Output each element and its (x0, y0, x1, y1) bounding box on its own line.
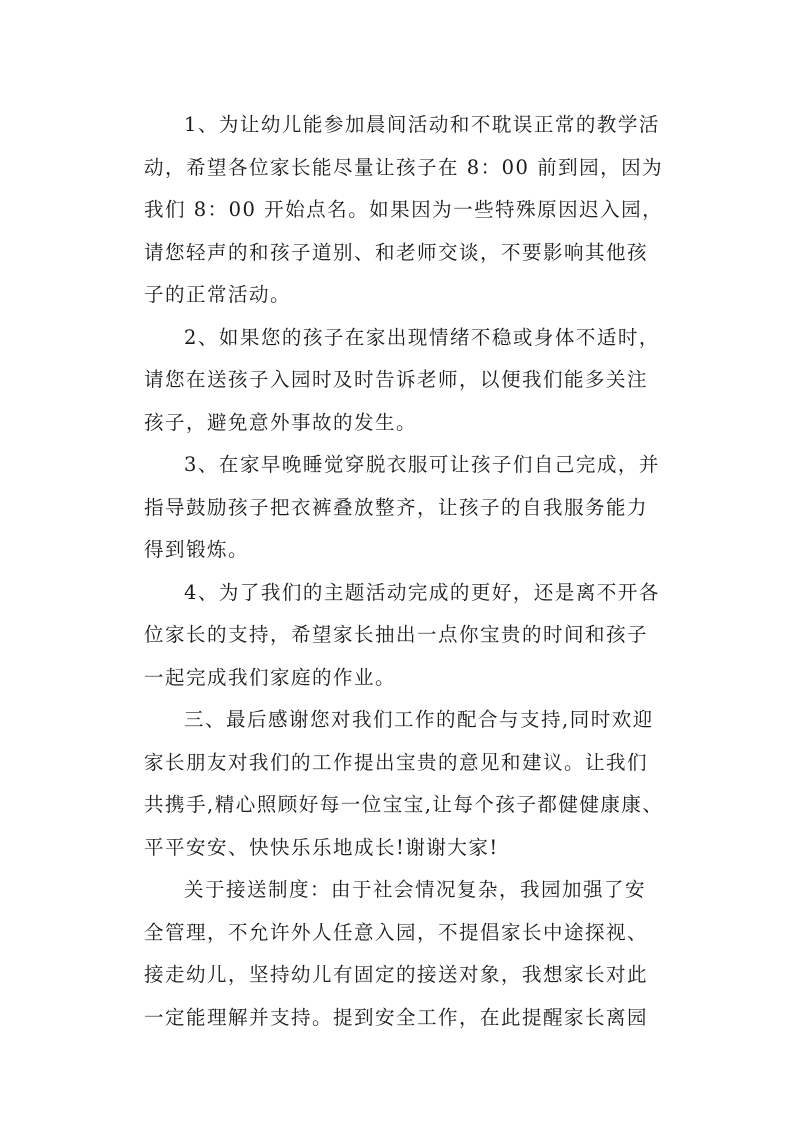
paragraph-4-line-3: 一起完成我们家庭的作业。 (144, 665, 397, 689)
paragraph-4-line-1: 4、为了我们的主题活动完成的更好，还是离不开各 (184, 580, 660, 604)
paragraph-5-line-2: 家长朋友对我们的工作提出宝贵的意见和建议。让我们 (144, 750, 649, 774)
paragraph-6-line-2: 全管理，不允许外人任意入园，不提倡家长中途探视、 (144, 920, 649, 944)
paragraph-5-line-4: 平平安安、快快乐乐地成长!谢谢大家! (144, 835, 499, 859)
paragraph-2-line-3: 孩子，避免意外事故的发生。 (144, 410, 418, 434)
paragraph-6-line-3: 接走幼儿，坚持幼儿有固定的接送对象，我想家长对此 (144, 963, 649, 986)
paragraph-6-line-4: 一定能理解并支持。提到安全工作，在此提醒家长离园 (144, 1005, 649, 1029)
paragraph-1-line-3: 我们 8：00 开始点名。如果因为一些特殊原因迟入园， (144, 198, 664, 221)
paragraph-3-line-2: 指导鼓励孩子把衣裤叠放整齐，让孩子的自我服务能力 (144, 495, 649, 519)
paragraph-1-line-4: 请您轻声的和孩子道别、和老师交谈，不要影响其他孩 (144, 240, 649, 264)
paragraph-2-line-1: 2、如果您的孩子在家出现情绪不稳或身体不适时， (184, 325, 660, 349)
paragraph-2-line-2: 请您在送孩子入园时及时告诉老师，以便我们能多关注 (144, 368, 649, 391)
paragraph-6-line-1: 关于接送制度：由于社会情况复杂，我园加强了安 (184, 878, 647, 901)
paragraph-5-line-1: 三、最后感谢您对我们工作的配合与支持,同时欢迎 (184, 708, 654, 731)
paragraph-4-line-2: 位家长的支持，希望家长抽出一点你宝贵的时间和孩子 (144, 623, 649, 646)
paragraph-5-line-3: 共携手,精心照顾好每一位宝宝,让每个孩子都健健康康、 (144, 793, 664, 816)
document-body (144, 104, 664, 1039)
paragraph-1-line-1: 1、为让幼儿能参加晨间活动和不耽误正常的教学活 (184, 113, 660, 136)
paragraph-3-line-3: 得到锻炼。 (144, 538, 250, 561)
paragraph-1-line-5: 子的正常活动。 (144, 283, 292, 306)
paragraph-1-line-2: 动，希望各位家长能尽量让孩子在 8：00 前到园，因为 (144, 155, 664, 179)
paragraph-3-line-1: 3、在家早晚睡觉穿脱衣服可让孩子们自己完成，并 (184, 453, 660, 476)
